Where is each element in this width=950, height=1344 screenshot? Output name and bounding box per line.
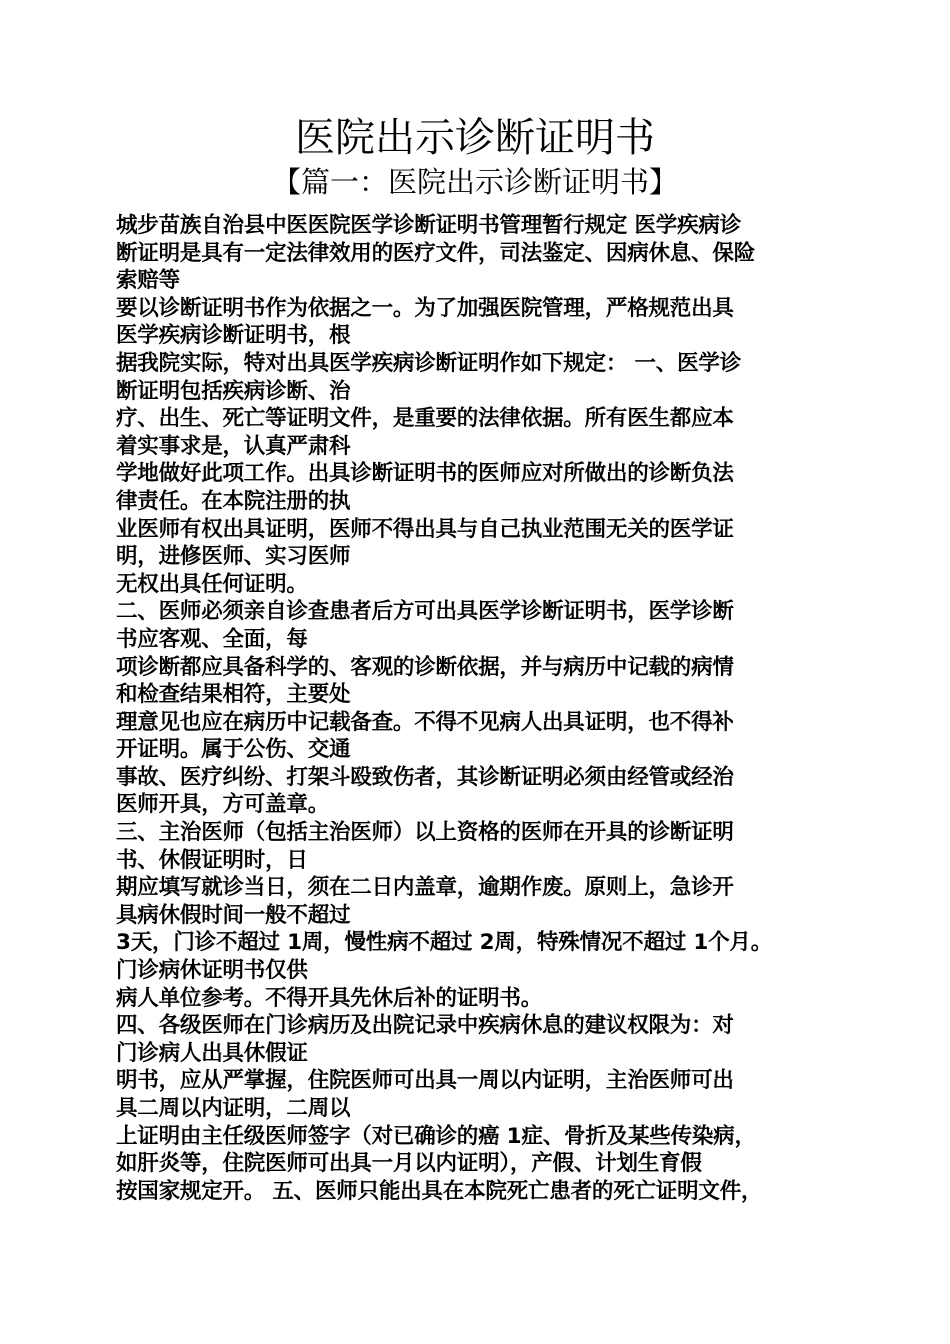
body-line: 期应填写就诊当日，须在二日内盖章，逾期作废。原则上，急诊开 [116,875,734,901]
body-line: 四、各级医师在门诊病历及出院记录中疾病休息的建议权限为：对 [116,1013,734,1039]
document-title: 医院出示诊断证明书 [295,115,655,161]
body-line: 疗、出生、死亡等证明文件，是重要的法律依据。所有医生都应本 [116,406,734,432]
body-line: 据我院实际，特对出具医学疾病诊断证明作如下规定： 一、医学诊 [116,350,741,376]
body-line: 和检查结果相符，主要处 [116,682,351,708]
body-line: 如肝炎等，住院医师可出具一月以内证明），产假、计划生育假 [116,1151,702,1177]
body-line: 开证明。属于公伤、交通 [116,737,351,763]
body-line: 项诊断都应具备科学的、客观的诊断依据，并与病历中记载的病情 [116,654,734,680]
body-line: 三、主治医师（包括主治医师）以上资格的医师在开具的诊断证明 [116,820,734,846]
document-subtitle: 【篇一：医院出示诊断证明书】 [271,165,678,199]
body-line: 着实事求是，认真严肃科 [116,433,351,459]
body-line: 按国家规定开。 五、医师只能出具在本院死亡患者的死亡证明文件， [116,1178,763,1204]
body-line: 书应客观、全面，每 [116,626,308,652]
document-body [116,212,846,1205]
body-line: 无权出具任何证明。 [116,571,308,597]
body-line: 门诊病人出具休假证 [116,1040,308,1066]
body-line: 索赔等 [116,268,180,294]
body-line: 具二周以内证明，二周以 [116,1096,351,1121]
body-line: 要以诊断证明书作为依据之一。为了加强医院管理，严格规范出具 [116,295,734,321]
body-line: 医师开具，方可盖章。 [116,792,330,818]
body-line: 业医师有权出具证明，医师不得出具与自己执业范围无关的医学证 [116,516,734,542]
body-line: 明，进修医师、实习医师 [116,544,351,570]
body-line: 具病休假时间一般不超过 [116,902,351,928]
body-line: 学地做好此项工作。出具诊断证明书的医师应对所做出的诊断负法 [116,461,734,487]
body-line: 3天，门诊不超过 1周，慢性病不超过 2周，特殊情况不超过 1个月。 [116,930,772,956]
body-line: 断证明是具有一定法律效用的医疗文件，司法鉴定、因病休息、保险 [116,240,756,266]
body-line: 二、医师必须亲自诊查患者后方可出具医学诊断证明书，医学诊断 [116,599,734,625]
body-line: 上证明由主任级医师签字（对已确诊的癌 1症、骨折及某些传染病， [116,1123,756,1149]
body-line: 书、休假证明时，日 [116,847,308,873]
body-line: 病人单位参考。不得开具先休后补的证明书。 [116,985,543,1011]
body-line: 医学疾病诊断证明书，根 [116,323,351,349]
body-line: 断证明包括疾病诊断、治 [116,378,351,404]
body-line: 理意见也应在病历中记载备查。不得不见病人出具证明，也不得补 [116,709,734,735]
body-line: 门诊病休证明书仅供 [116,958,308,984]
body-line: 城步苗族自治县中医医院医学诊断证明书管理暂行规定 医学疾病诊 [116,213,741,238]
body-line: 明书，应从严掌握，住院医师可出具一周以内证明，主治医师可出 [116,1068,734,1094]
body-line: 律责任。在本院注册的执 [116,488,351,514]
body-line: 事故、医疗纠纷、打架斗殴致伤者，其诊断证明必须由经管或经治 [116,764,734,790]
